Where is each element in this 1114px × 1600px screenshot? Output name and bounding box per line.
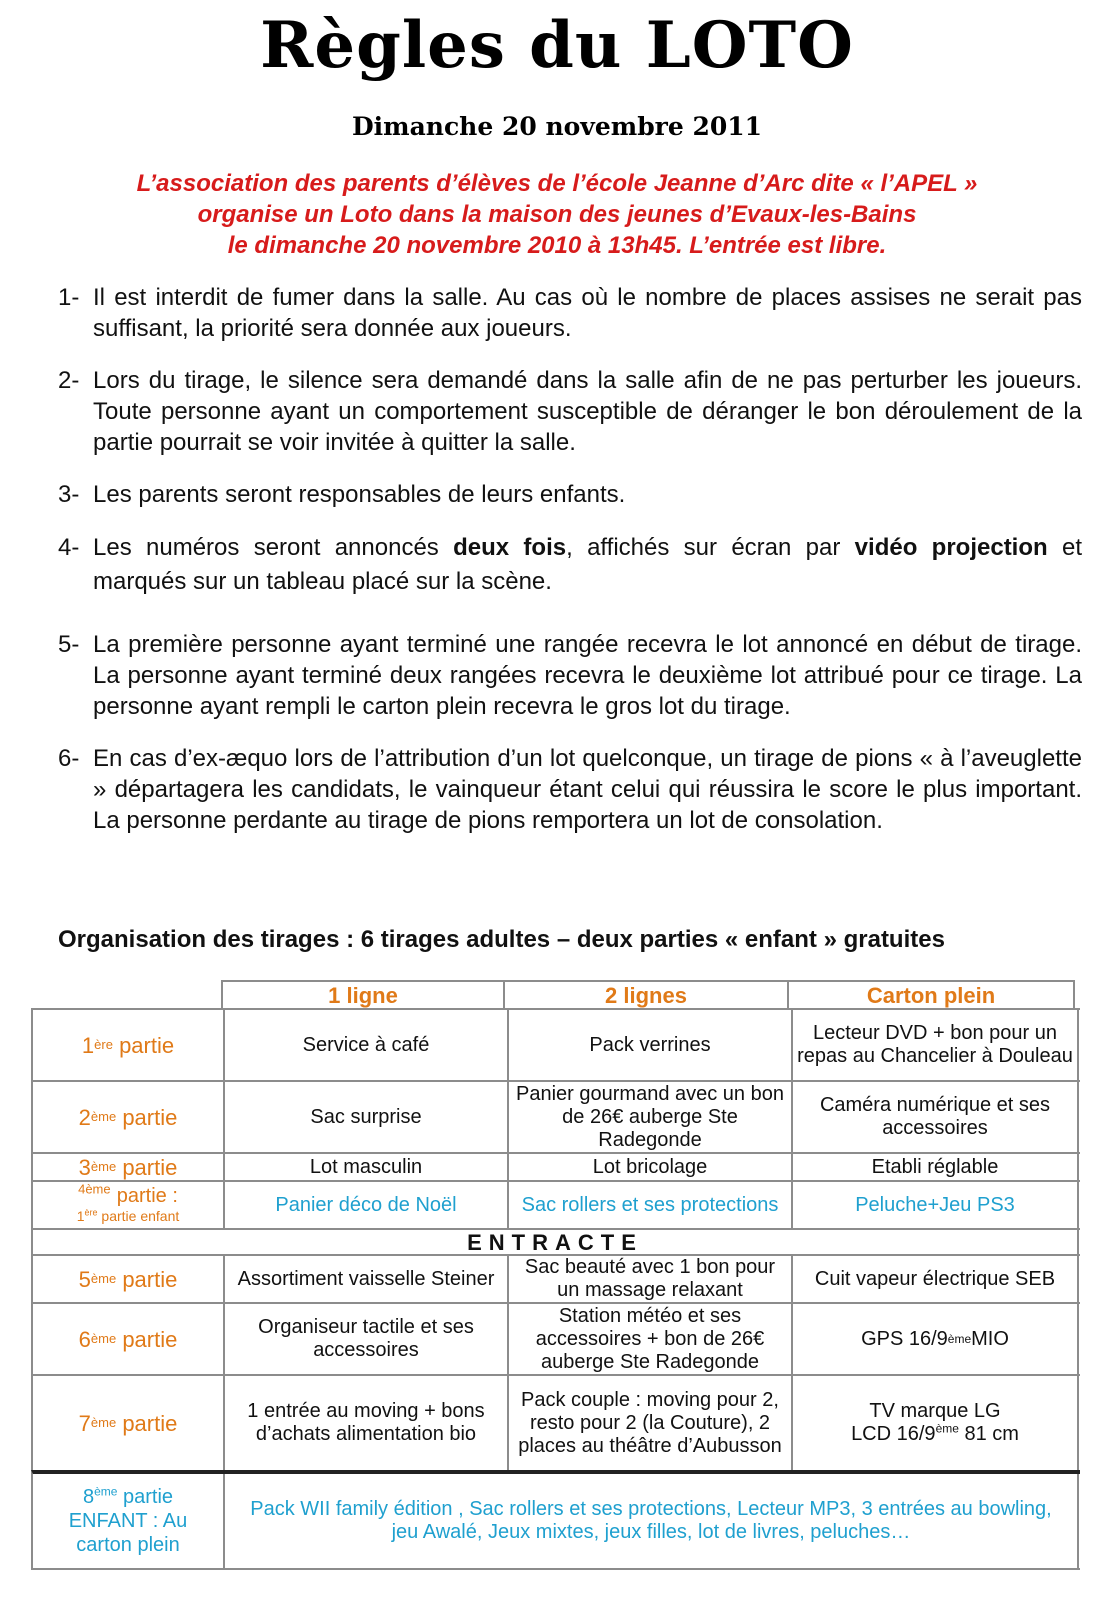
rule-number: 3- <box>58 481 80 508</box>
column-header: 2 lignes <box>505 980 789 1008</box>
prize-cell: Pack verrines <box>509 1010 793 1080</box>
prize-cell: Sac rollers et ses protections <box>509 1182 793 1228</box>
prize-cell: Service à café <box>225 1010 509 1080</box>
table-row <box>31 1008 1080 1080</box>
rule-number: 1- <box>58 284 80 311</box>
rule-text: Les numéros seront annoncés <box>93 534 454 561</box>
prize-text: TV marque LG <box>869 1400 1001 1422</box>
column-header: 1 ligne <box>221 980 505 1008</box>
part-number: 5 <box>78 1266 91 1292</box>
part-label: 5 ème partie <box>33 1256 225 1302</box>
part-word: partie : <box>116 1184 178 1207</box>
prize-cell: Panier gourmand avec un bon de 26€ auberge Ste Radegonde <box>509 1082 793 1152</box>
children-prize-cell: Pack WII family édition , Sac rollers et ses protections, Lecteur MP3, 3 entrées au bowling, jeu Awalé, Jeux mixtes, jeux filles, lot de livres, peluches… <box>225 1474 1079 1568</box>
part-word: partie <box>119 1032 175 1058</box>
prize-cell: Cuit vapeur électrique SEB <box>793 1256 1079 1302</box>
page-title: Règles du LOTO <box>260 8 854 83</box>
prize-cell: Etabli réglable <box>793 1154 1079 1180</box>
prize-cell: 1 entrée au moving + bons d’achats alimentation bio <box>225 1376 509 1470</box>
part-label <box>33 1474 225 1568</box>
part-number: 1 <box>76 1207 85 1224</box>
part-number: 2 <box>78 1104 91 1130</box>
part-number: 1 <box>81 1032 95 1058</box>
part-label <box>33 1182 225 1228</box>
prize-cell: Pack couple : moving pour 2, resto pour 2 (la Couture), 2 places au théâtre d’Aubusson <box>509 1376 793 1470</box>
prize-cell: Lot masculin <box>225 1154 509 1180</box>
part-label: 1 ère partie <box>33 1010 225 1080</box>
part-ordinal: ème <box>94 1484 118 1499</box>
rule-text: Il est interdit de fumer dans la salle. Au cas où le nombre de places assises ne serait pas suffisant, la priorité sera donnée aux joueurs. <box>93 284 1082 342</box>
rule-item <box>58 531 1082 599</box>
rule-number: 4- <box>58 534 80 561</box>
intro-text <box>0 168 1114 261</box>
prize-cell: Peluche+Jeu PS3 <box>793 1182 1079 1228</box>
part-label: 6 ème partie <box>33 1304 225 1374</box>
rule-number: 6- <box>58 745 80 772</box>
intro-line: le dimanche 20 novembre 2010 à 13h45. L’entrée est libre. <box>227 232 887 259</box>
organisation-heading: Organisation des tirages : 6 tirages adultes – deux parties « enfant » gratuites <box>58 926 945 953</box>
part-number: 7 <box>78 1410 91 1436</box>
table-row <box>31 1152 1080 1180</box>
part-label: 3 ème partie <box>33 1154 225 1180</box>
rule-text: Les parents seront responsables de leurs enfants. <box>93 481 626 508</box>
column-header: Carton plein <box>789 980 1075 1008</box>
part-word: partie <box>122 1154 178 1180</box>
rule-emphasis: vidéo projection <box>854 534 1048 561</box>
part-subtitle: ENFANT : Au <box>68 1510 188 1532</box>
prize-cell: Sac beauté avec 1 bon pour un massage relaxant <box>509 1256 793 1302</box>
prize-cell <box>793 1376 1079 1470</box>
table-header-row <box>221 980 1080 1008</box>
prize-cell: Organiseur tactile et ses accessoires <box>225 1304 509 1374</box>
rule-text: et marqués sur un tableau placé sur la scène. <box>93 534 1082 595</box>
rule-text: La première personne ayant terminé une rangée recevra le lot annoncé en début de tirage. La personne ayant terminé deux rangées recevra le deuxième lot attribué pour ce tirage. La personne ayant rempli le carton plein recevra le gros lot du tirage. <box>93 631 1082 720</box>
rule-item <box>58 479 1082 510</box>
part-subtitle: partie enfant <box>101 1207 180 1224</box>
part-number: 6 <box>78 1326 91 1352</box>
part-word: partie <box>122 1326 178 1352</box>
prize-cell: Station météo et ses accessoires + bon de 26€ auberge Ste Radegonde <box>509 1304 793 1374</box>
table-row-entracte <box>31 1228 1080 1254</box>
prize-text: LCD 16/9 <box>851 1423 936 1445</box>
rule-text: , affichés sur écran par <box>566 534 855 561</box>
part-word: partie <box>122 1104 178 1130</box>
part-label: 2 ème partie <box>33 1082 225 1152</box>
rules-list <box>58 282 1082 836</box>
table-row <box>31 1254 1080 1302</box>
prize-text: 81 cm <box>958 1423 1019 1445</box>
prize-cell: Caméra numérique et ses accessoires <box>793 1082 1079 1152</box>
part-ordinal: ère <box>84 1206 98 1217</box>
rule-item <box>58 629 1082 722</box>
part-number: 3 <box>78 1154 91 1180</box>
part-word: partie <box>123 1486 174 1508</box>
table-row-children <box>31 1470 1080 1570</box>
rule-text: Lors du tirage, le silence sera demandé dans la salle afin de ne pas perturber les joueurs. Toute personne ayant un comportement susceptible de déranger le bon déroulement de la partie pourrait se voir invitée à quitter la salle. <box>93 367 1082 456</box>
rule-number: 2- <box>58 367 80 394</box>
rule-item <box>58 743 1082 836</box>
prize-text: MIO <box>971 1327 1009 1350</box>
part-ordinal: 4ème <box>78 1181 111 1197</box>
prize-cell: Assortiment vaisselle Steiner <box>225 1256 509 1302</box>
table-row <box>31 1080 1080 1152</box>
table-row <box>31 1374 1080 1470</box>
rule-emphasis: deux fois <box>453 534 567 561</box>
rule-item <box>58 365 1082 458</box>
prize-text: GPS 16/9 <box>861 1327 948 1350</box>
prize-cell: Lecteur DVD + bon pour un repas au Chancelier à Douleau <box>793 1010 1079 1080</box>
event-date: Dimanche 20 novembre 2011 <box>351 112 763 141</box>
intro-line: L’association des parents d’élèves de l’école Jeanne d’Arc dite « l’APEL » <box>136 170 978 197</box>
table-row <box>31 1180 1080 1228</box>
prize-cell: Sac surprise <box>225 1082 509 1152</box>
prize-cell: Panier déco de Noël <box>225 1182 509 1228</box>
table-row <box>31 1302 1080 1374</box>
part-number: 8 <box>82 1486 95 1508</box>
prize-cell: Lot bricolage <box>509 1154 793 1180</box>
intro-line: organise un Loto dans la maison des jeunes d’Evaux-les-Bains <box>197 201 917 228</box>
rule-number: 5- <box>58 631 80 658</box>
part-word: partie <box>122 1410 178 1436</box>
part-label: 7 ème partie <box>33 1376 225 1470</box>
part-word: partie <box>122 1266 178 1292</box>
part-subtitle: carton plein <box>76 1534 180 1556</box>
entracte-label: ENTRACTE <box>33 1230 1079 1254</box>
prize-cell: GPS 16/9 ème MIO <box>793 1304 1079 1374</box>
rule-item <box>58 282 1082 344</box>
prize-table <box>31 980 1080 1570</box>
prize-ordinal: ème <box>935 1421 959 1436</box>
rule-text: En cas d’ex-æquo lors de l’attribution d’un lot quelconque, un tirage de pions « à l’aveuglette » départagera les candidats, le vainqueur étant celui qui réussira le score le plus important. La personne perdante au tirage de pions remportera un lot de consolation. <box>93 745 1082 834</box>
